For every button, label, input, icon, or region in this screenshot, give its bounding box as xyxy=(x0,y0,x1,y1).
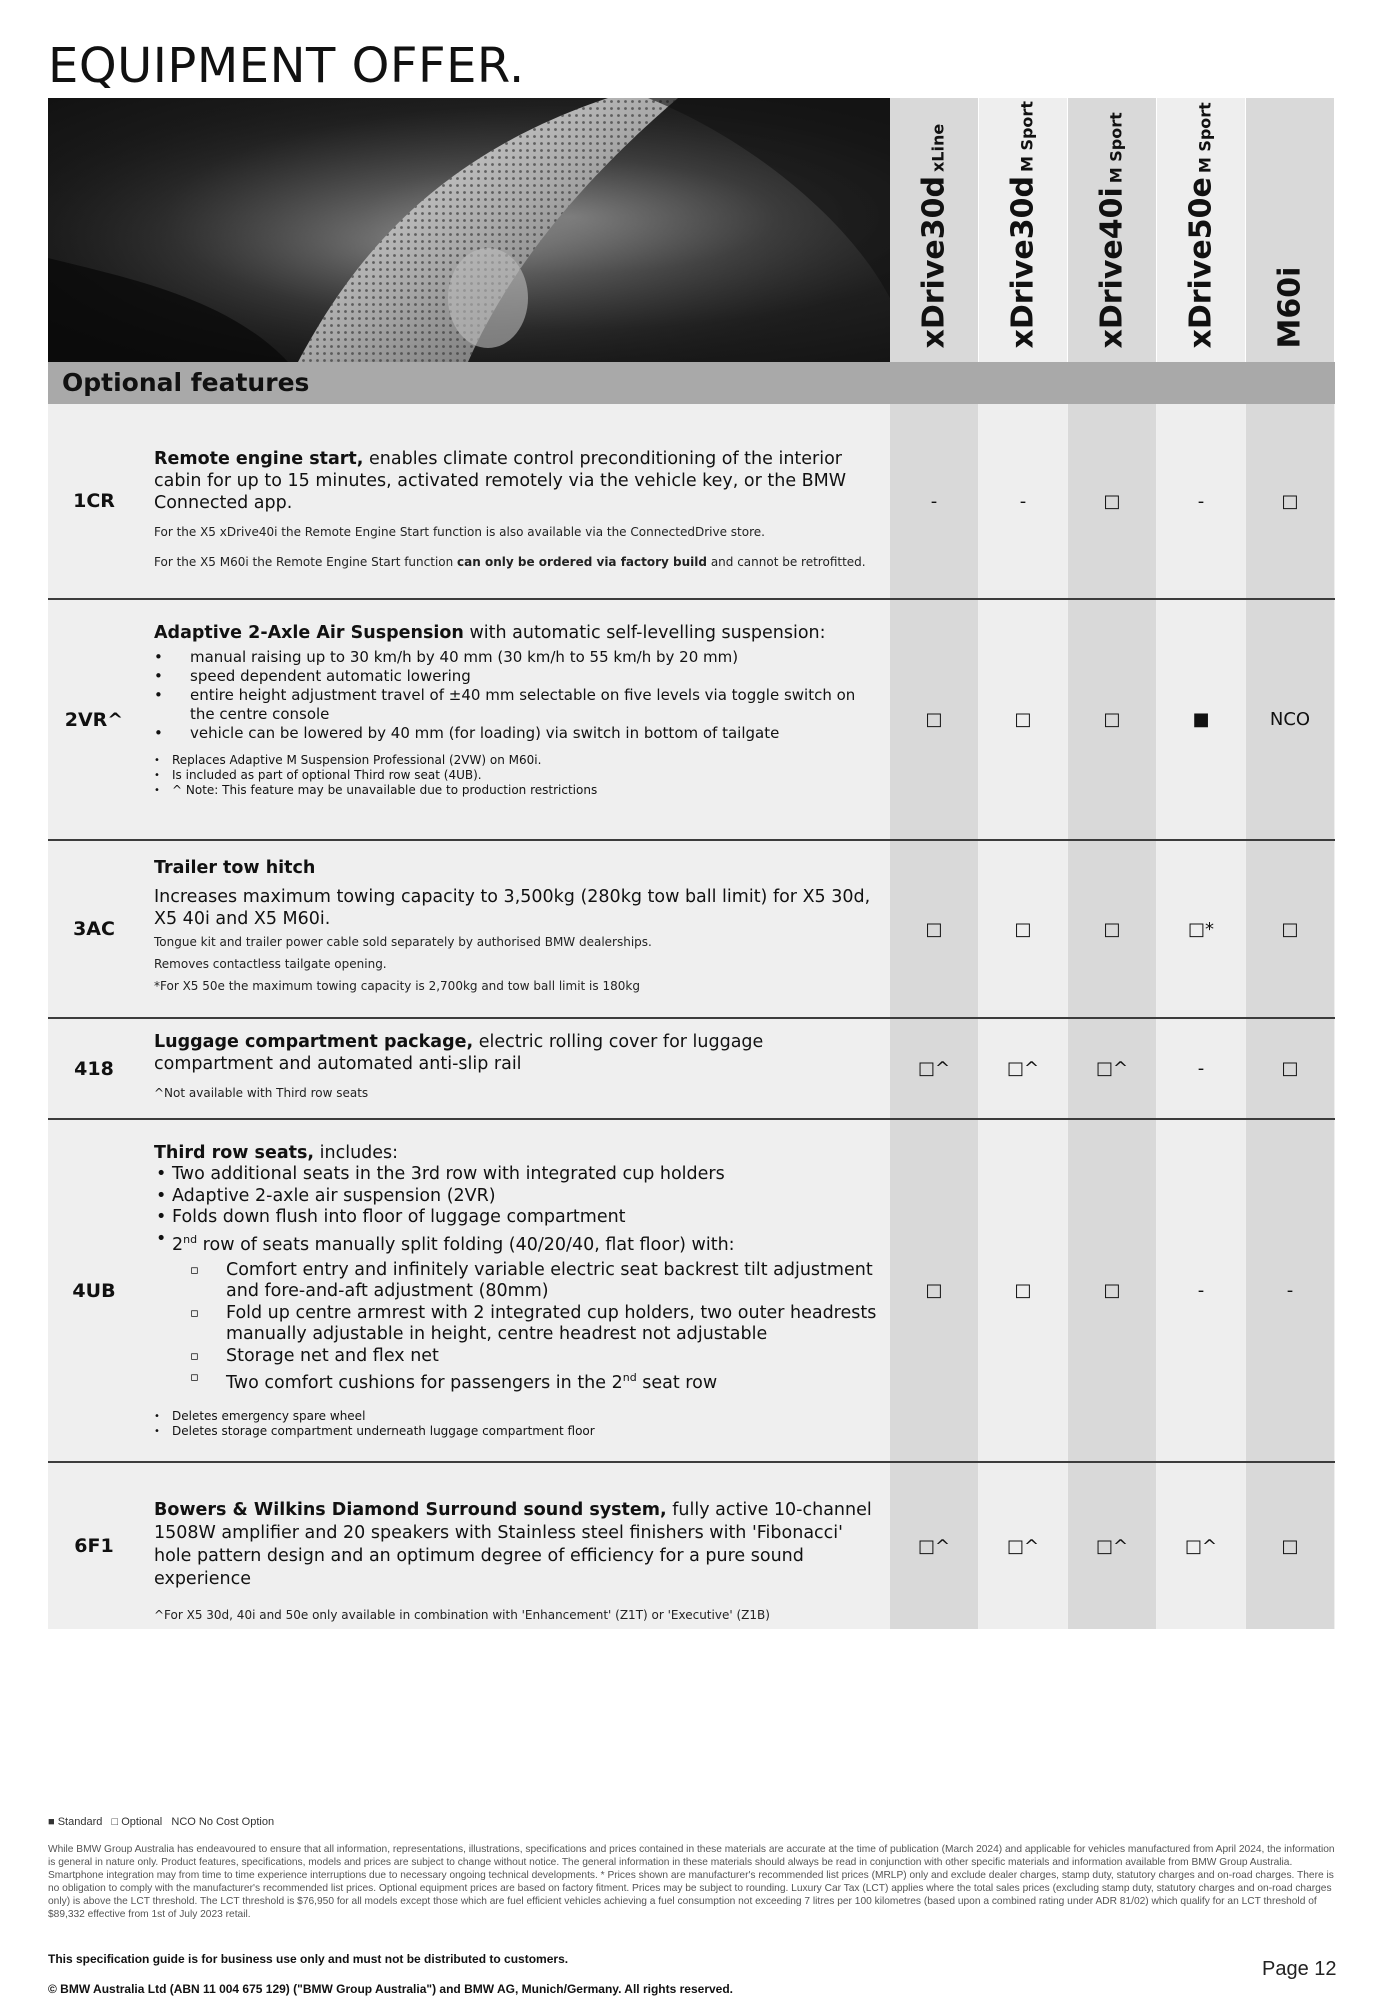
model-name: xDrive40i xyxy=(1094,187,1130,349)
table-row xyxy=(48,600,1335,841)
availability-cell: □^ xyxy=(1068,1019,1156,1118)
option-text: enables climate control preconditioning of the interior cabin for up to 15 minutes, activated remotely via the vehicle key, or the BMW Connected app. xyxy=(154,449,847,513)
availability-cell: □* xyxy=(1157,841,1245,1017)
list-item: • Is included as part of optional Third row seat (4UB). xyxy=(154,768,884,783)
speaker-grille-icon xyxy=(48,98,890,362)
availability-cell: - xyxy=(979,404,1067,598)
availability-cell: - xyxy=(1157,1120,1245,1461)
availability-cells xyxy=(890,841,1335,1017)
availability-cell: □ xyxy=(1068,1120,1156,1461)
list-item: • Two additional seats in the 3rd row with integrated cup holders xyxy=(154,1164,884,1186)
availability-cells xyxy=(890,1463,1335,1629)
legend-nco: NCO No Cost Option xyxy=(171,1816,275,1828)
availability-cells xyxy=(890,1120,1335,1461)
list-item: ▫ Storage net and flex net xyxy=(154,1346,884,1368)
model-name: xDrive50e xyxy=(1183,177,1219,349)
model-name: xDrive30d xyxy=(916,176,952,349)
list-item: • ^ Note: This feature may be unavailable due to production restrictions xyxy=(154,783,884,798)
option-title: Luggage compartment package, xyxy=(154,1032,474,1052)
option-bullets xyxy=(154,1164,884,1256)
model-column xyxy=(1246,98,1334,362)
table-row xyxy=(48,1463,1335,1629)
model-column xyxy=(890,98,978,362)
availability-cell: □ xyxy=(1246,404,1334,598)
model-name: M60i xyxy=(1272,266,1308,349)
availability-cell: □ xyxy=(1246,1019,1334,1118)
option-note: ^Not available with Third row seats xyxy=(154,1086,369,1100)
list-item: • speed dependent automatic lowering xyxy=(154,667,884,686)
list-item: ▫ Comfort entry and infinitely variable electric seat backrest tilt adjustment and fore-and-aft adjustment (80mm) xyxy=(154,1260,884,1303)
availability-cell: □ xyxy=(979,600,1067,839)
legend xyxy=(48,1816,274,1828)
option-description xyxy=(154,1031,884,1102)
option-text: electric rolling cover for luggage compartment and automated anti-slip rail xyxy=(154,1032,764,1074)
option-code: 6F1 xyxy=(74,1535,114,1557)
model-name: xDrive30d xyxy=(1005,176,1041,349)
model-column xyxy=(1157,98,1245,362)
availability-cell: □ xyxy=(1068,841,1156,1017)
availability-cell: - xyxy=(1157,1019,1245,1118)
option-code: 3AC xyxy=(73,918,115,940)
availability-cell: □ xyxy=(890,600,978,839)
availability-cell: □^ xyxy=(979,1463,1067,1629)
list-item: • vehicle can be lowered by 40 mm (for loading) via switch in bottom of tailgate xyxy=(154,724,884,743)
availability-cell: □^ xyxy=(1068,1463,1156,1629)
copyright: © BMW Australia Ltd (ABN 11 004 675 129) ("BMW Group Australia") and BMW AG, Munich/Germany. All rights reserved. xyxy=(48,1982,734,1996)
option-title: Bowers & Wilkins Diamond Surround sound system, xyxy=(154,1500,667,1520)
option-description xyxy=(154,622,884,798)
table-row xyxy=(48,1120,1335,1463)
section-header xyxy=(48,362,1335,404)
list-item: • 2nd row of seats manually split folding (40/20/40, flat floor) with: xyxy=(154,1229,884,1256)
availability-cells xyxy=(890,1019,1335,1118)
option-notes xyxy=(154,753,884,798)
option-text: with automatic self-levelling suspension: xyxy=(463,623,826,643)
availability-cell: □ xyxy=(890,841,978,1017)
availability-cell: □ xyxy=(890,1120,978,1461)
hero-image xyxy=(48,98,890,362)
option-note: Removes contactless tailgate opening. xyxy=(154,957,387,971)
availability-cell: □^ xyxy=(890,1463,978,1629)
option-bullets xyxy=(154,648,884,743)
table-row xyxy=(48,841,1335,1019)
option-description xyxy=(154,857,884,995)
availability-cell: - xyxy=(1246,1120,1334,1461)
availability-cells xyxy=(890,600,1335,839)
availability-cell: □ xyxy=(979,841,1067,1017)
model-headers xyxy=(890,98,1335,362)
list-item: • manual raising up to 30 km/h by 40 mm (30 km/h to 55 km/h by 20 mm) xyxy=(154,648,884,667)
table-row xyxy=(48,1019,1335,1120)
option-text: includes: xyxy=(314,1143,399,1163)
page-title: EQUIPMENT OFFER. xyxy=(48,38,525,94)
availability-cell: □ xyxy=(979,1120,1067,1461)
model-column xyxy=(1068,98,1156,362)
availability-cell: □^ xyxy=(979,1019,1067,1118)
option-code: 4UB xyxy=(72,1279,116,1302)
option-code: 2VR^ xyxy=(64,708,124,731)
option-text: fully active 10-channel 1508W amplifier and 20 speakers with Stainless steel finishers with 'Fibonacci' hole pattern design and an optimum degree of efficiency for a pure sound experience xyxy=(154,1500,872,1589)
availability-cell: - xyxy=(1157,404,1245,598)
list-item: • Replaces Adaptive M Suspension Professional (2VW) on M60i. xyxy=(154,753,884,768)
page-number: Page 12 xyxy=(1262,1958,1337,1980)
availability-cell: □^ xyxy=(1157,1463,1245,1629)
section-title: Optional features xyxy=(62,368,310,397)
option-description xyxy=(154,1142,884,1439)
availability-cell: - xyxy=(890,404,978,598)
legend-standard: ■ Standard xyxy=(48,1816,103,1828)
availability-cell: □ xyxy=(1068,404,1156,598)
availability-cell: NCO xyxy=(1246,600,1334,839)
availability-cell: □^ xyxy=(890,1019,978,1118)
list-item: • Folds down flush into floor of luggage compartment xyxy=(154,1207,884,1229)
availability-cells xyxy=(890,404,1335,598)
list-item: • Adaptive 2-axle air suspension (2VR) xyxy=(154,1186,884,1208)
table-row xyxy=(48,404,1335,600)
list-item: • Deletes storage compartment underneath luggage compartment floor xyxy=(154,1424,884,1439)
option-note: For the X5 M60i the Remote Engine Start function can only be ordered via factory build and cannot be retrofitted. xyxy=(154,555,866,569)
availability-cell: ■ xyxy=(1157,600,1245,839)
option-note: ^For X5 30d, 40i and 50e only available in combination with 'Enhancement' (Z1T) or 'Executive' (Z1B) xyxy=(154,1608,770,1622)
option-code: 1CR xyxy=(73,490,115,512)
option-note: Tongue kit and trailer power cable sold separately by authorised BMW dealerships. xyxy=(154,935,652,949)
list-item: • entire height adjustment travel of ±40 mm selectable on five levels via toggle switch on the centre console xyxy=(154,686,884,724)
features-table xyxy=(48,404,1335,1629)
availability-cell: □ xyxy=(1068,600,1156,839)
option-description xyxy=(154,1499,884,1624)
availability-cell: □ xyxy=(1246,1463,1334,1629)
option-description xyxy=(154,448,884,571)
list-item: • Deletes emergency spare wheel xyxy=(154,1409,884,1424)
list-item: ▫ Two comfort cushions for passengers in the 2nd seat row xyxy=(154,1367,884,1394)
model-column xyxy=(979,98,1067,362)
business-note: This specification guide is for business use only and must not be distributed to customers. xyxy=(48,1952,569,1966)
option-title: Trailer tow hitch xyxy=(154,858,316,878)
list-item: ▫ Fold up centre armrest with 2 integrated cup holders, two outer headrests manually adjustable in height, centre headrest not adjustable xyxy=(154,1303,884,1346)
model-variant: xLine xyxy=(928,123,948,173)
model-variant: M Sport xyxy=(1017,101,1037,173)
option-title: Third row seats, xyxy=(154,1143,315,1163)
disclaimer: While BMW Group Australia has endeavoured to ensure that all information, representations, illustrations, specifications and prices contained in these materials are accurate at the time of publication (March 2024) and applicable for vehicles manufactured from April 2024, the information is general in nature only. Product features, specifications, models and prices are subject to change without notice. The general information in these materials should always be read in conjunction with other specific materials and information available from BMW Group Australia. Smartphone integration may from time to time experience interruptions due to necessary ongoing technical developments. * Prices shown are manufacturer's recommended list prices (MRLP) only and exclude dealer charges, stamp duty, statutory charges and on-road charges. There is no obligation to comply with the manufacturer's recommended list prices. Optional equipment prices are based on factory fitment. Prices may be subject to rounding. Luxury Car Tax (LCT) applies where the total sales prices (excluding stamp duty, statutory charges and on-road charges only) is above the LCT threshold. The LCT threshold is $76,950 for all models except those which are fuel efficient vehicles achieving a fuel consumption not exceeding 7 litres per 100 kilometres (based upon a combined rating under ADR 81/02) which qualify for an LCT threshold of $89,332 effective from 1st of July 2023 retail. xyxy=(48,1844,1335,1920)
availability-cell: □ xyxy=(1246,841,1334,1017)
option-code: 418 xyxy=(74,1057,114,1080)
option-text: Increases maximum towing capacity to 3,500kg (280kg tow ball limit) for X5 30d, X5 40i and X5 M60i. xyxy=(154,887,871,929)
option-sub-bullets xyxy=(154,1260,884,1395)
option-title: Remote engine start, xyxy=(154,449,364,469)
model-variant: M Sport xyxy=(1106,112,1126,184)
option-title: Adaptive 2-Axle Air Suspension xyxy=(154,623,464,643)
option-note: *For X5 50e the maximum towing capacity is 2,700kg and tow ball limit is 180kg xyxy=(154,979,640,993)
model-variant: M Sport xyxy=(1195,102,1215,174)
option-note: For the X5 xDrive40i the Remote Engine Start function is also available via the ConnectedDrive store. xyxy=(154,525,765,539)
option-notes xyxy=(154,1409,884,1439)
legend-optional: □ Optional xyxy=(111,1816,163,1828)
